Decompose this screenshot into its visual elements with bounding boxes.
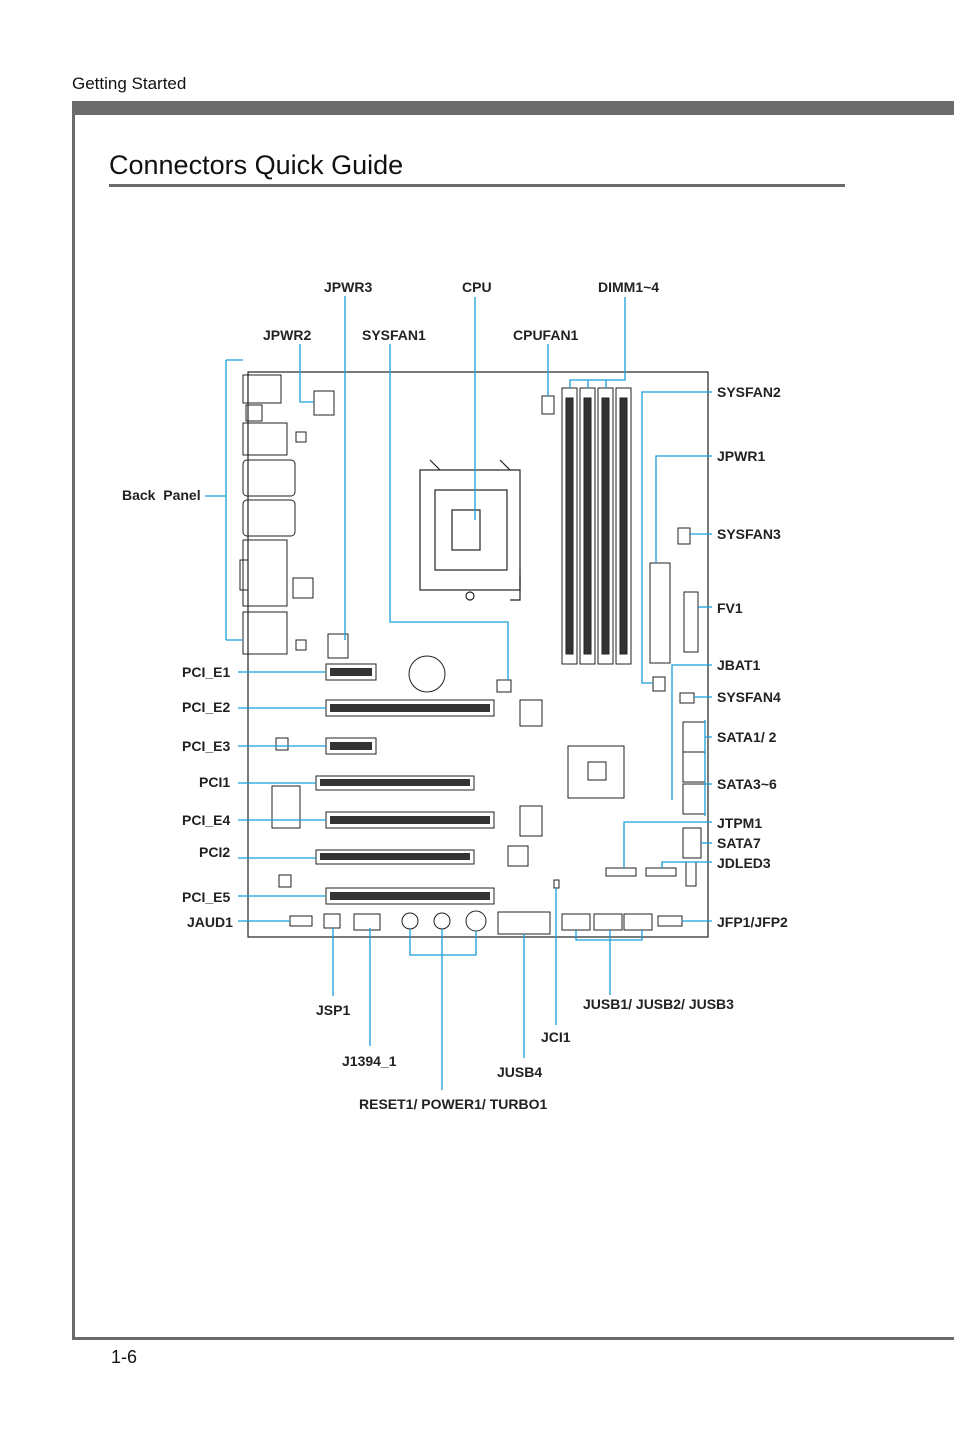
- label-sysfan3: SYSFAN3: [717, 526, 781, 542]
- label-j1394: J1394_1: [342, 1053, 397, 1069]
- label-sysfan1: SYSFAN1: [362, 327, 426, 343]
- sysfan1-connector: [497, 680, 511, 692]
- label-sata36: SATA3~6: [717, 776, 777, 792]
- cpufan1-connector: [542, 396, 554, 414]
- label-jsp1: JSP1: [316, 1002, 351, 1018]
- dimm-slots: [562, 388, 631, 664]
- label-sata12: SATA1/ 2: [717, 729, 777, 745]
- label-dimm: DIMM1~4: [598, 279, 660, 295]
- label-pci-e5: PCI_E5: [182, 889, 231, 905]
- label-pci-e3: PCI_E3: [182, 738, 231, 754]
- label-pci2: PCI2: [199, 844, 231, 860]
- label-fv1: FV1: [717, 600, 743, 616]
- label-jdled3: JDLED3: [717, 855, 771, 871]
- label-sysfan4: SYSFAN4: [717, 689, 781, 705]
- label-pci-e1: PCI_E1: [182, 664, 231, 680]
- label-jtpm1: JTPM1: [717, 815, 763, 831]
- label-jusb4: JUSB4: [497, 1064, 543, 1080]
- label-pci1: PCI1: [199, 774, 231, 790]
- label-jbat1: JBAT1: [717, 657, 761, 673]
- section-header: Getting Started: [72, 74, 187, 93]
- leader-lines: [205, 296, 712, 1090]
- sata-connectors: [683, 722, 705, 858]
- back-panel-ports: [240, 375, 313, 654]
- label-jpwr2: JPWR2: [263, 327, 312, 343]
- chipset: [568, 746, 624, 798]
- label-jpwr1: JPWR1: [717, 448, 766, 464]
- battery: [409, 656, 445, 692]
- expansion-slot-pins: [320, 668, 490, 900]
- label-cpufan1: CPUFAN1: [513, 327, 579, 343]
- jpwr1-connector: [650, 563, 670, 663]
- label-pci-e2: PCI_E2: [182, 699, 231, 715]
- label-cpu: CPU: [462, 279, 492, 295]
- sysfan4-connector: [680, 693, 694, 703]
- label-sysfan2: SYSFAN2: [717, 384, 781, 400]
- page-number: 1-6: [111, 1347, 138, 1367]
- label-back-panel: Back Panel: [122, 487, 201, 503]
- label-sata7: SATA7: [717, 835, 761, 851]
- board-outline: [248, 372, 708, 937]
- sysfan2-connector: [653, 677, 665, 691]
- fv1-connector: [684, 592, 698, 652]
- jpwr2-connector: [314, 391, 334, 415]
- label-pci-e4: PCI_E4: [182, 812, 231, 828]
- page-title: Connectors Quick Guide: [109, 150, 404, 180]
- cpu-socket: [420, 460, 520, 600]
- label-jusb123: JUSB1/ JUSB2/ JUSB3: [583, 996, 734, 1012]
- label-reset-power-turbo: RESET1/ POWER1/ TURBO1: [359, 1096, 548, 1112]
- label-jci1: JCI1: [541, 1029, 571, 1045]
- sysfan3-connector: [678, 528, 690, 544]
- label-jaud1: JAUD1: [187, 914, 233, 930]
- label-jpwr3: JPWR3: [324, 279, 373, 295]
- label-jfp: JFP1/JFP2: [717, 914, 788, 930]
